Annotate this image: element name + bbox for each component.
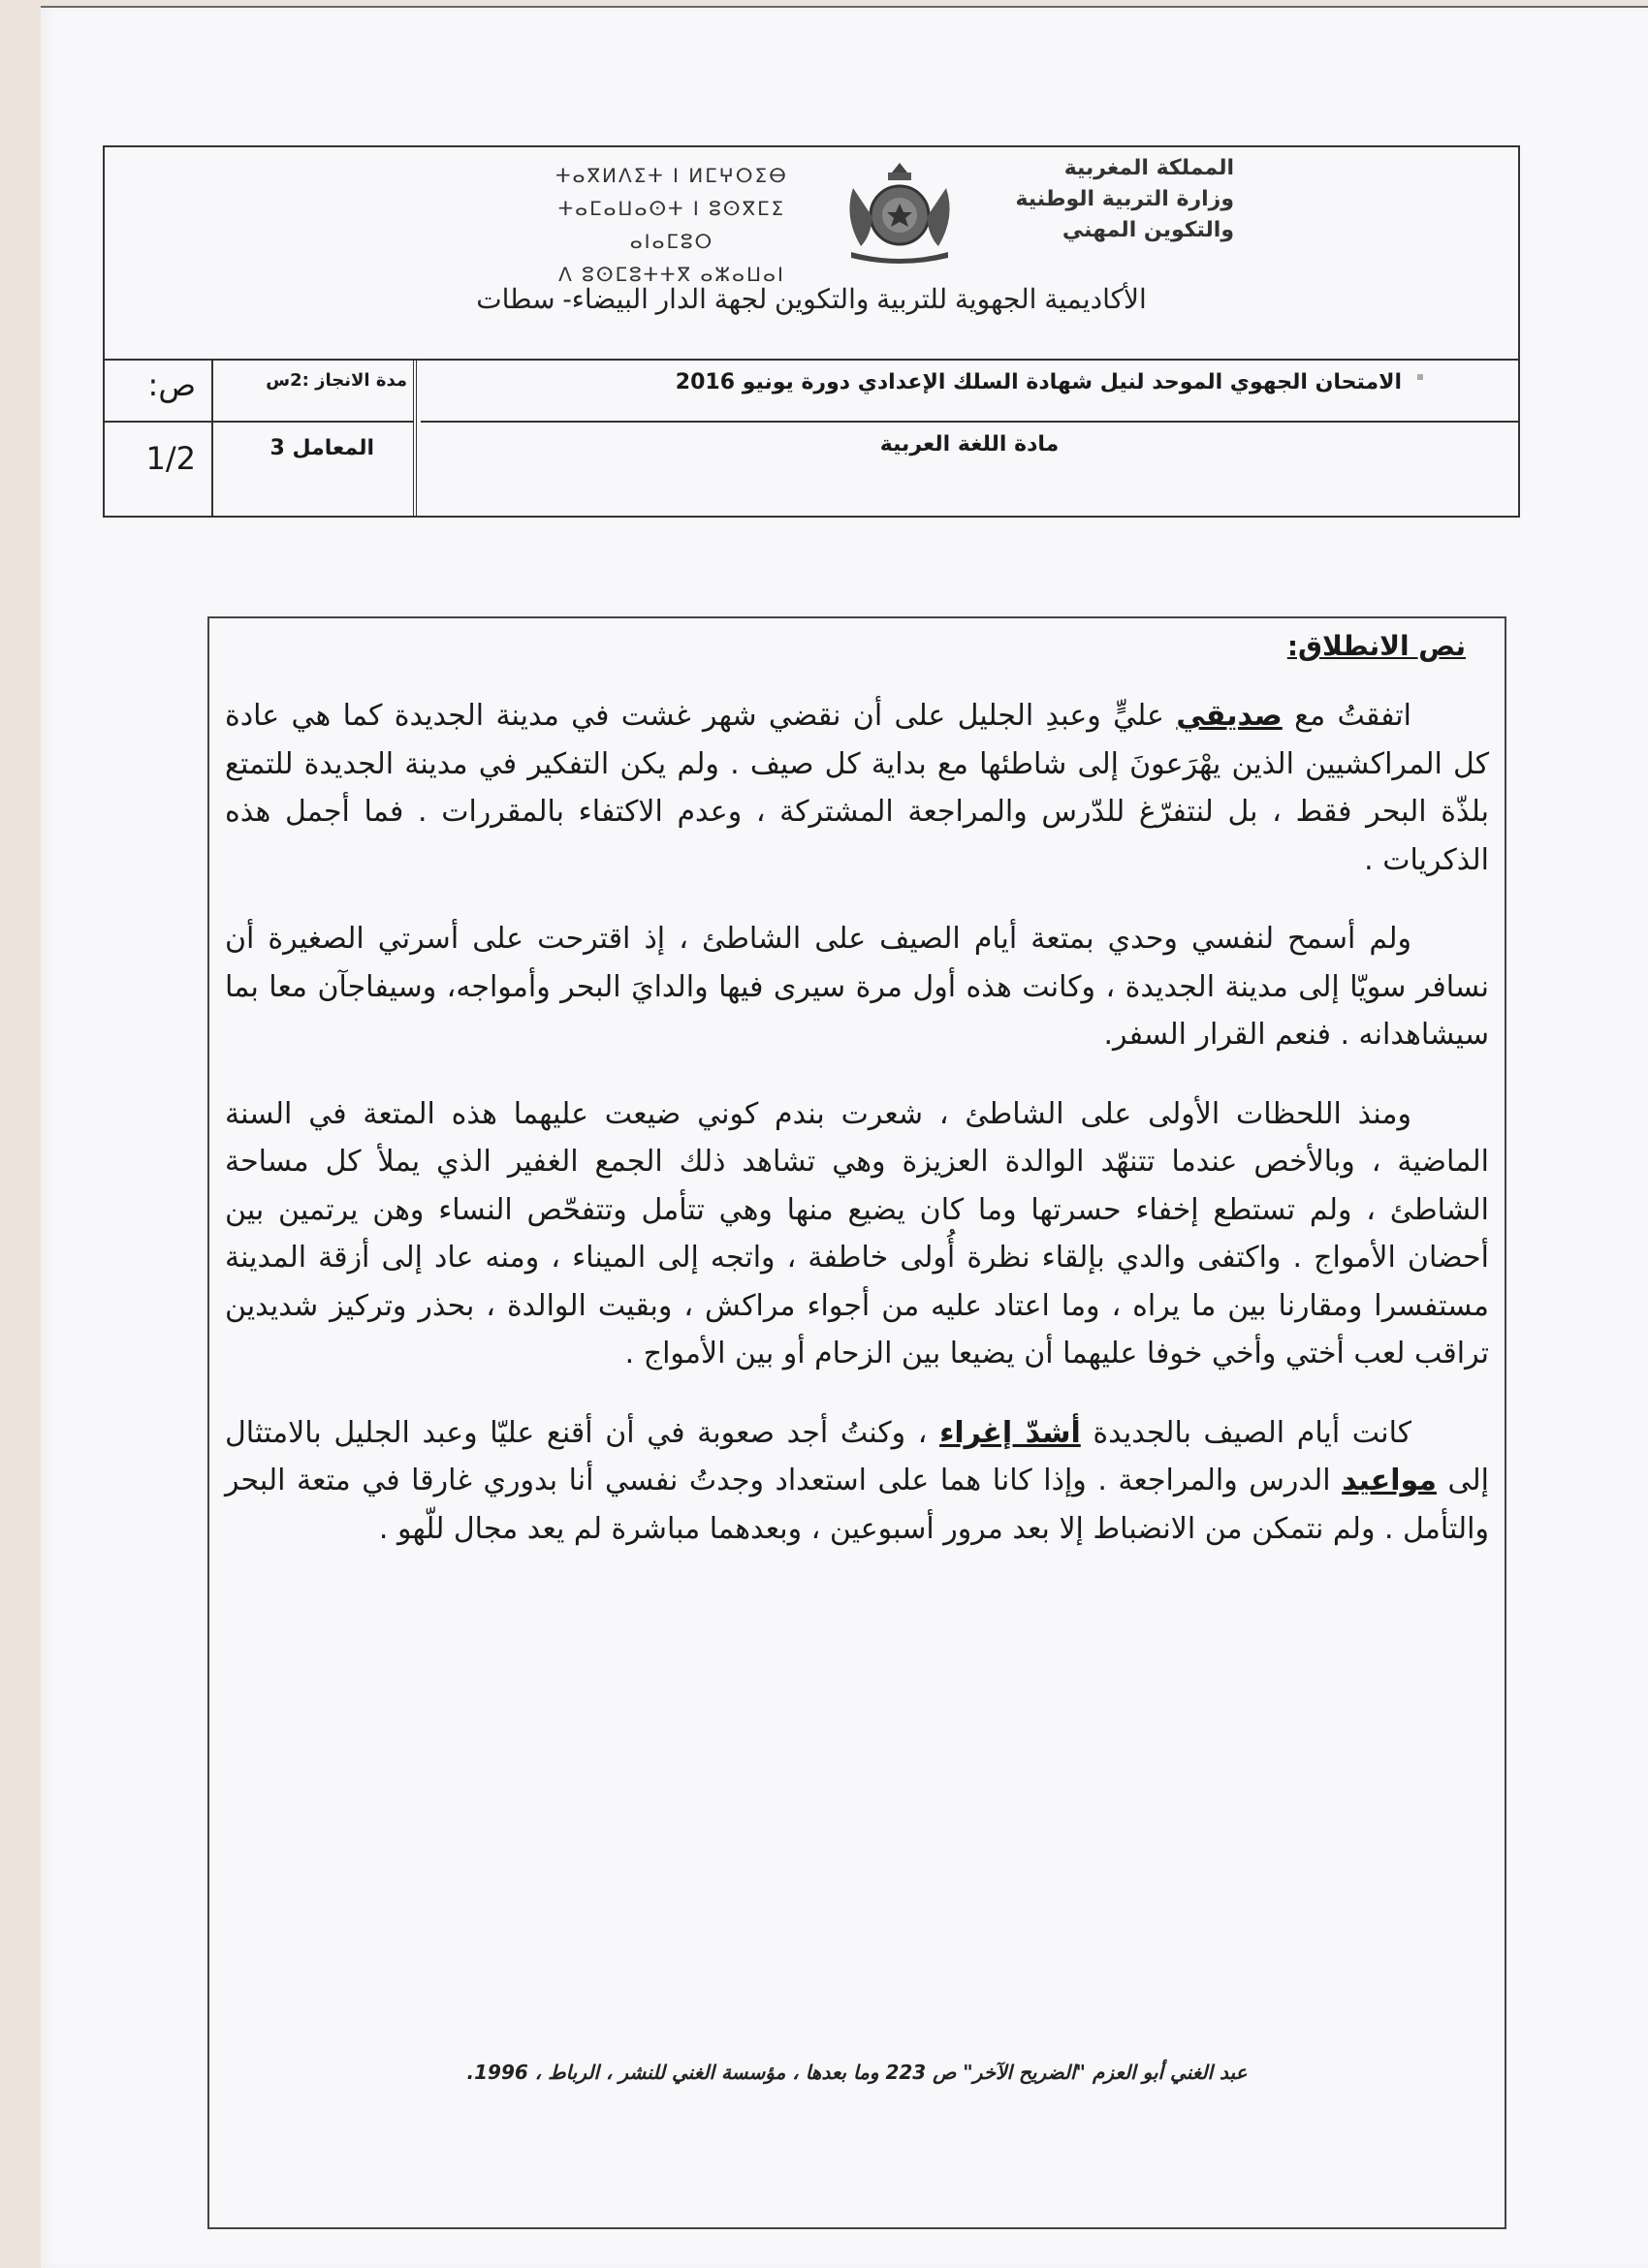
academy-name: الأكاديمية الجهوية للتربية والتكوين لجهة الدار البيضاء- سطات [476, 284, 1147, 314]
divider [213, 421, 413, 423]
scanned-page [41, 6, 1648, 2268]
passage-box [207, 616, 1506, 2229]
passage-segment: ولم أسمح لنفسي وحدي بمتعة أيام الصيف على الشاطئ ، إذ اقترحت على أسرتي الصغيرة أن نسافر سويّا إلى مدينة الجديدة ، وكانت هذه أول مرة سيرى فيها والدايَ البحر وأمواجه، وسيفاجآن معا بما سيشاهدانه . فنعم القرار السفر. [225, 922, 1489, 1052]
exam-title: الامتحان الجهوي الموحد لنيل شهادة السلك الإعدادي دورة يونيو 2016 [675, 370, 1402, 394]
exam-duration: مدة الانجاز :2س [266, 370, 407, 391]
passage-segment: ، وكنتُ أجد صعوبة في أن أقنع عليّا وعبد الجليل بالامتثال إلى [225, 1415, 1489, 1497]
passage-title: نص الانطلاق: [1286, 630, 1466, 662]
passage-segment: الدرس والمراجعة . وإذا كانا هما على استعداد وجدتُ نفسي أنا بدوري غارقا في متعة البحر والتأمل . ولم نتمكن من الانضباط إلا بعد مرور أسبوعين ، وبعدهما مباشرة لم يعد مجال للّهو . [225, 1464, 1489, 1546]
exam-title-cell [421, 361, 1518, 518]
divider [105, 421, 211, 423]
exam-info-table [105, 359, 1518, 518]
exam-subject: مادة اللغة العربية [879, 432, 1060, 457]
tifinagh-line: ⵜⴰⵎⴰⵡⴰⵙⵜ ⵏ ⵓⵙⴳⵎⵉ ⴰⵏⴰⵎⵓⵔ [557, 197, 786, 253]
underlined-word: مواعيد [1342, 1464, 1437, 1497]
ministry-line: المملكة المغربية [1063, 156, 1234, 180]
page-number: 1/2 [145, 440, 196, 477]
moroccan-coat-of-arms-icon [832, 159, 967, 266]
page-number-cell [105, 361, 213, 518]
ministry-name [982, 153, 1234, 246]
exam-meta-cell [213, 361, 417, 518]
passage-text [225, 692, 1489, 1584]
passage-citation: عبد الغني أبو العزم "الضريح الآخر" ص 223 وما بعدها ، مؤسسة الغني للنشر ، الرباط ، 1996. [466, 2061, 1248, 2084]
tifinagh-ministry-name [531, 159, 812, 291]
underlined-word: صديقي [1176, 699, 1283, 733]
underlined-word: أشدّ إغراء [939, 1415, 1081, 1450]
exam-header [103, 145, 1520, 518]
passage-paragraph [225, 1090, 1489, 1378]
exam-coefficient: المعامل 3 [269, 436, 374, 460]
tifinagh-line: ⵜⴰⴳⵍⴷⵉⵜ ⵏ ⵍⵎⵖⵔⵉⴱ [555, 164, 788, 187]
passage-paragraph [225, 915, 1489, 1059]
passage-paragraph [225, 1409, 1489, 1554]
divider [421, 421, 1518, 423]
passage-segment: ومنذ اللحظات الأولى على الشاطئ ، شعرت بندم كوني ضيعت عليهما هذه المتعة في السنة الماضية ، وبالأخص عندما تتنهّد الوالدة العزيزة وهي تشاهد ذلك الجمع الغفير الذي يملأ كل مساحة الشاطئ ، ولم تستطع إخفاء حسرتها وما كان يضيع منها وهي تتأمل وتتفحّص النساء وهن يرتمين بين أحضان الأمواج . واكتفى والدي بإلقاء نظرة أُولى خاطفة ، واتجه إلى الميناء ، ومنه عاد إلى أزقة المدينة مستفسرا ومقارنا بين ما يراه ، وما اعتاد عليه من أجواء مراكش ، وبقيت الوالدة ، بحذر وتركيز شديدين تراقب لعب أختي وأخي خوفا عليهما أن يضيعا بين الزحام أو بين الأمواج . [225, 1096, 1489, 1370]
tifinagh-line: ⴷ ⵓⵙⵎⵓⵜⵜⴳ ⴰⵣⴰⵡⴰⵏ [558, 263, 785, 286]
letterhead [105, 147, 1518, 361]
passage-segment: كانت أيام الصيف بالجديدة [1080, 1415, 1411, 1450]
passage-segment: اتفقتُ مع [1282, 699, 1411, 733]
passage-paragraph [225, 692, 1489, 884]
ministry-line: والتكوين المهني [1062, 218, 1234, 242]
passage-segment: عليٍّ وعبدِ الجليل على أن نقضي شهر غشت في مدينة الجديدة كما هي عادة كل المراكشيين الذين يهْرَعونَ إلى شاطئها مع بداية كل صيف . ولم يكن التفكير في مدينة الجديدة للتمتع بلذّة البحر فقط ، بل لنتفرّغ للدّرس والمراجعة المشتركة ، وعدم الاكتفاء بالمقررات . فما أجمل هذه الذكريات . [225, 699, 1489, 877]
bullet-icon [1417, 374, 1423, 380]
page-label: ص: [147, 366, 196, 403]
ministry-line: وزارة التربية الوطنية [1015, 187, 1234, 211]
